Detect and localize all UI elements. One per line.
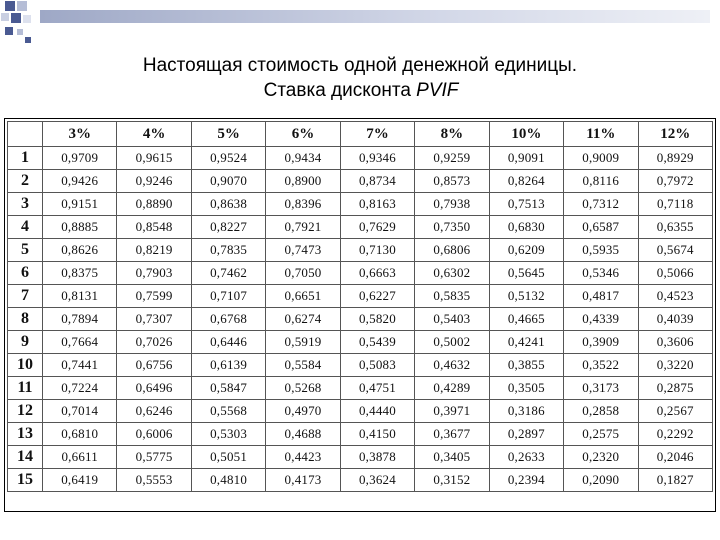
title-abbr: PVIF xyxy=(416,80,459,101)
table-cell: 0,7026 xyxy=(117,331,191,354)
table-row xyxy=(8,193,713,216)
table-cell: 0,6302 xyxy=(415,262,489,285)
table-cell: 0,8548 xyxy=(117,216,191,239)
column-header: 11% xyxy=(564,122,638,147)
table-cell: 0,4440 xyxy=(340,400,414,423)
table-row xyxy=(8,170,713,193)
row-period: 11 xyxy=(8,377,43,400)
table-cell: 0,9246 xyxy=(117,170,191,193)
table-corner-cell xyxy=(8,122,43,147)
table-cell: 0,5083 xyxy=(340,354,414,377)
table-cell: 0,8638 xyxy=(191,193,265,216)
table-cell: 0,5439 xyxy=(340,331,414,354)
table-cell: 0,1827 xyxy=(638,469,713,492)
table-row xyxy=(8,446,713,469)
row-period: 7 xyxy=(8,285,43,308)
table-cell: 0,5847 xyxy=(191,377,265,400)
title-line-2 xyxy=(0,78,720,103)
row-period: 9 xyxy=(8,331,43,354)
row-period: 3 xyxy=(8,193,43,216)
table-cell: 0,4339 xyxy=(564,308,638,331)
table-cell: 0,7835 xyxy=(191,239,265,262)
table-cell: 0,3152 xyxy=(415,469,489,492)
row-period: 4 xyxy=(8,216,43,239)
row-period: 6 xyxy=(8,262,43,285)
table-cell: 0,6587 xyxy=(564,216,638,239)
table-cell: 0,6756 xyxy=(117,354,191,377)
table-cell: 0,7894 xyxy=(43,308,117,331)
table-cell: 0,3173 xyxy=(564,377,638,400)
row-period: 5 xyxy=(8,239,43,262)
table-cell: 0,6611 xyxy=(43,446,117,469)
table-row xyxy=(8,469,713,492)
table-cell: 0,6768 xyxy=(191,308,265,331)
table-cell: 0,2046 xyxy=(638,446,713,469)
table-cell: 0,4970 xyxy=(266,400,340,423)
row-period: 12 xyxy=(8,400,43,423)
table-cell: 0,6006 xyxy=(117,423,191,446)
table-cell: 0,4751 xyxy=(340,377,414,400)
table-cell: 0,8890 xyxy=(117,193,191,216)
table-cell: 0,5568 xyxy=(191,400,265,423)
table-cell: 0,8929 xyxy=(638,147,713,170)
table-cell: 0,7462 xyxy=(191,262,265,285)
table-cell: 0,2292 xyxy=(638,423,713,446)
table-cell: 0,3522 xyxy=(564,354,638,377)
table-cell: 0,8734 xyxy=(340,170,414,193)
table-cell: 0,3220 xyxy=(638,354,713,377)
table-cell: 0,7224 xyxy=(43,377,117,400)
table-cell: 0,2320 xyxy=(564,446,638,469)
table-row xyxy=(8,285,713,308)
table-cell: 0,7664 xyxy=(43,331,117,354)
table-cell: 0,3909 xyxy=(564,331,638,354)
table-row xyxy=(8,400,713,423)
top-decorative-bar xyxy=(40,10,710,23)
table-cell: 0,7307 xyxy=(117,308,191,331)
table-cell: 0,6830 xyxy=(489,216,563,239)
table-cell: 0,8219 xyxy=(117,239,191,262)
table-cell: 0,5002 xyxy=(415,331,489,354)
table-cell: 0,5919 xyxy=(266,331,340,354)
table-cell: 0,7107 xyxy=(191,285,265,308)
table-body xyxy=(8,147,713,492)
table-cell: 0,4241 xyxy=(489,331,563,354)
table-cell: 0,7130 xyxy=(340,239,414,262)
table-cell: 0,8163 xyxy=(340,193,414,216)
table-cell: 0,2897 xyxy=(489,423,563,446)
table-cell: 0,4810 xyxy=(191,469,265,492)
table-cell: 0,9615 xyxy=(117,147,191,170)
column-header: 10% xyxy=(489,122,563,147)
table-cell: 0,7014 xyxy=(43,400,117,423)
table-cell: 0,7629 xyxy=(340,216,414,239)
table-cell: 0,3606 xyxy=(638,331,713,354)
table-cell: 0,6806 xyxy=(415,239,489,262)
table-cell: 0,7441 xyxy=(43,354,117,377)
column-header: 4% xyxy=(117,122,191,147)
table-cell: 0,6274 xyxy=(266,308,340,331)
table-row xyxy=(8,262,713,285)
table-cell: 0,2633 xyxy=(489,446,563,469)
table-cell: 0,6139 xyxy=(191,354,265,377)
table-cell: 0,5835 xyxy=(415,285,489,308)
row-period: 10 xyxy=(8,354,43,377)
table-cell: 0,7921 xyxy=(266,216,340,239)
table-cell: 0,5403 xyxy=(415,308,489,331)
table-row xyxy=(8,331,713,354)
table-cell: 0,9709 xyxy=(43,147,117,170)
table-cell: 0,5346 xyxy=(564,262,638,285)
table-cell: 0,2575 xyxy=(564,423,638,446)
table-cell: 0,2567 xyxy=(638,400,713,423)
pvif-table-frame xyxy=(4,118,716,512)
table-cell: 0,3855 xyxy=(489,354,563,377)
table-cell: 0,8885 xyxy=(43,216,117,239)
row-period: 14 xyxy=(8,446,43,469)
table-cell: 0,4665 xyxy=(489,308,563,331)
table-header-row xyxy=(8,122,713,147)
table-cell: 0,2090 xyxy=(564,469,638,492)
table-cell: 0,2858 xyxy=(564,400,638,423)
table-cell: 0,4289 xyxy=(415,377,489,400)
row-period: 1 xyxy=(8,147,43,170)
table-cell: 0,5051 xyxy=(191,446,265,469)
table-cell: 0,4632 xyxy=(415,354,489,377)
table-cell: 0,5303 xyxy=(191,423,265,446)
table-cell: 0,4523 xyxy=(638,285,713,308)
row-period: 13 xyxy=(8,423,43,446)
table-row xyxy=(8,377,713,400)
table-cell: 0,6355 xyxy=(638,216,713,239)
table-cell: 0,3878 xyxy=(340,446,414,469)
table-cell: 0,5268 xyxy=(266,377,340,400)
table-cell: 0,3405 xyxy=(415,446,489,469)
table-cell: 0,8626 xyxy=(43,239,117,262)
table-cell: 0,3677 xyxy=(415,423,489,446)
table-row xyxy=(8,354,713,377)
table-cell: 0,5553 xyxy=(117,469,191,492)
table-cell: 0,5674 xyxy=(638,239,713,262)
table-cell: 0,7599 xyxy=(117,285,191,308)
table-cell: 0,9426 xyxy=(43,170,117,193)
table-cell: 0,7350 xyxy=(415,216,489,239)
title-line-1: Настоящая стоимость одной денежной единицы. xyxy=(142,55,578,76)
table-cell: 0,2875 xyxy=(638,377,713,400)
table-cell: 0,7473 xyxy=(266,239,340,262)
table-cell: 0,8227 xyxy=(191,216,265,239)
table-cell: 0,6209 xyxy=(489,239,563,262)
table-cell: 0,6663 xyxy=(340,262,414,285)
table-cell: 0,4150 xyxy=(340,423,414,446)
table-row xyxy=(8,216,713,239)
slide-title xyxy=(0,53,720,103)
row-period: 8 xyxy=(8,308,43,331)
table-cell: 0,8396 xyxy=(266,193,340,216)
column-header: 8% xyxy=(415,122,489,147)
table-cell: 0,6810 xyxy=(43,423,117,446)
row-period: 2 xyxy=(8,170,43,193)
column-header: 12% xyxy=(638,122,713,147)
table-cell: 0,3505 xyxy=(489,377,563,400)
table-row xyxy=(8,308,713,331)
table-cell: 0,9009 xyxy=(564,147,638,170)
table-row xyxy=(8,147,713,170)
table-cell: 0,8375 xyxy=(43,262,117,285)
table-cell: 0,6227 xyxy=(340,285,414,308)
table-cell: 0,5584 xyxy=(266,354,340,377)
table-cell: 0,8264 xyxy=(489,170,563,193)
table-cell: 0,5066 xyxy=(638,262,713,285)
table-cell: 0,3624 xyxy=(340,469,414,492)
table-cell: 0,7118 xyxy=(638,193,713,216)
table-cell: 0,5935 xyxy=(564,239,638,262)
table-cell: 0,9091 xyxy=(489,147,563,170)
table-cell: 0,4688 xyxy=(266,423,340,446)
table-cell: 0,7312 xyxy=(564,193,638,216)
column-header: 7% xyxy=(340,122,414,147)
table-cell: 0,5645 xyxy=(489,262,563,285)
table-cell: 0,4173 xyxy=(266,469,340,492)
table-cell: 0,5132 xyxy=(489,285,563,308)
row-period: 15 xyxy=(8,469,43,492)
table-cell: 0,4817 xyxy=(564,285,638,308)
table-cell: 0,6419 xyxy=(43,469,117,492)
table-cell: 0,6246 xyxy=(117,400,191,423)
table-cell: 0,9346 xyxy=(340,147,414,170)
table-cell: 0,4423 xyxy=(266,446,340,469)
table-row xyxy=(8,423,713,446)
pvif-table xyxy=(7,121,713,492)
table-cell: 0,6496 xyxy=(117,377,191,400)
table-cell: 0,7903 xyxy=(117,262,191,285)
table-cell: 0,3186 xyxy=(489,400,563,423)
table-cell: 0,9151 xyxy=(43,193,117,216)
table-cell: 0,4039 xyxy=(638,308,713,331)
table-cell: 0,7513 xyxy=(489,193,563,216)
table-cell: 0,9259 xyxy=(415,147,489,170)
corner-decoration xyxy=(0,0,40,50)
table-cell: 0,5775 xyxy=(117,446,191,469)
table-cell: 0,8116 xyxy=(564,170,638,193)
table-cell: 0,3971 xyxy=(415,400,489,423)
column-header: 5% xyxy=(191,122,265,147)
table-cell: 0,8573 xyxy=(415,170,489,193)
table-cell: 0,8131 xyxy=(43,285,117,308)
table-cell: 0,7938 xyxy=(415,193,489,216)
table-cell: 0,7050 xyxy=(266,262,340,285)
table-cell: 0,6651 xyxy=(266,285,340,308)
table-cell: 0,9434 xyxy=(266,147,340,170)
column-header: 3% xyxy=(43,122,117,147)
table-cell: 0,9070 xyxy=(191,170,265,193)
table-cell: 0,7972 xyxy=(638,170,713,193)
table-cell: 0,5820 xyxy=(340,308,414,331)
table-cell: 0,9524 xyxy=(191,147,265,170)
table-cell: 0,2394 xyxy=(489,469,563,492)
title-line-2-text: Ставка дисконта xyxy=(263,80,411,101)
table-cell: 0,6446 xyxy=(191,331,265,354)
table-cell: 0,8900 xyxy=(266,170,340,193)
table-row xyxy=(8,239,713,262)
column-header: 6% xyxy=(266,122,340,147)
